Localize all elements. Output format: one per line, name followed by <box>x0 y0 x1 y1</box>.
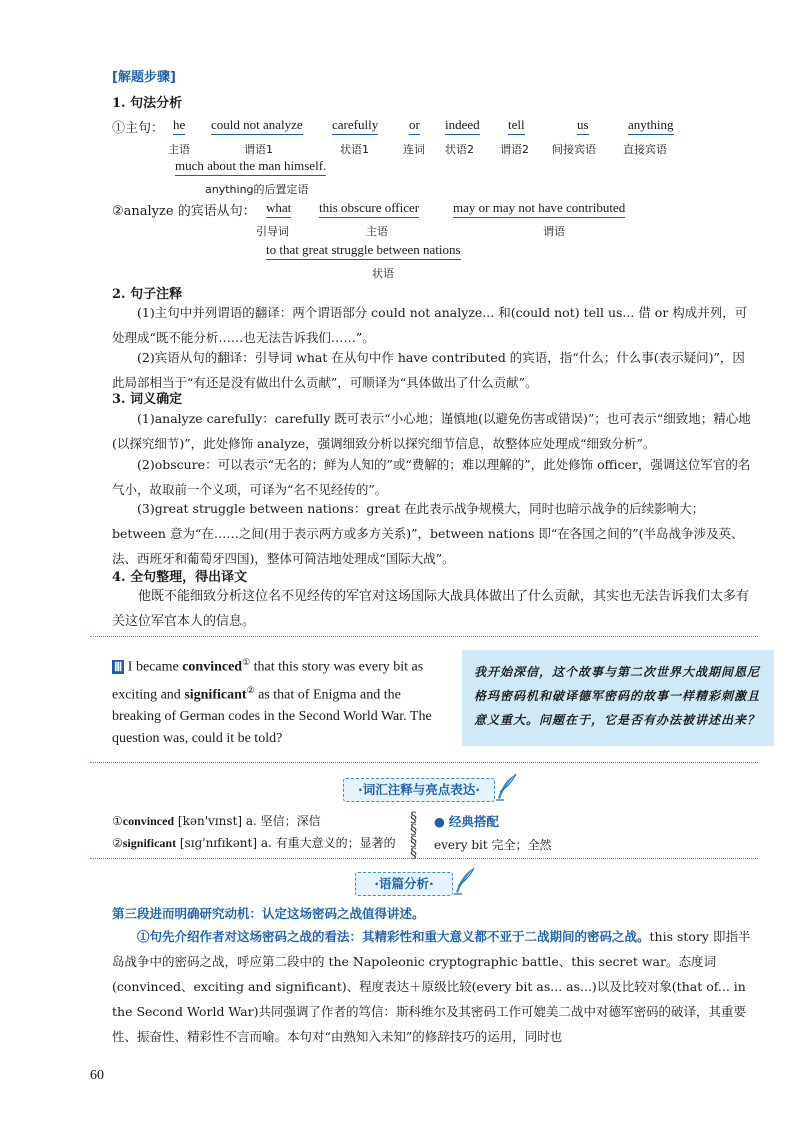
label-clause-adverbial: 状语 <box>372 267 394 280</box>
label-predicate-2: 谓语2 <box>500 143 529 156</box>
analysis-body: this story 即指半岛战争中的密码之战，呼应第二段中的 the Napoleonic cryptographic battle、this secret war。态度词(convinced、exciting and significant)、程度表达＋原级比较(every bit as... as...)以及比较对象(that of... in the Second World War)共同强调了作者的笃信：斯科维尔及其密码工作可媲美二战中对德军密码的破译，其重要性、振奋性、精彩性不言而喻。本句对“由熟知入未知”的修辞技巧的运用，同时也 <box>112 929 751 1044</box>
word-carefully: carefully <box>332 117 378 135</box>
word-could-not-analyze: could not analyze <box>211 117 303 135</box>
analysis-lead: 第三段进而明确研究动机：认定这场密码之战值得讲述。 <box>112 906 425 921</box>
meaning-paragraph-2: (2)obscure：可以表示“无名的；鲜为人知的”或“费解的；难以理解的”，此处修饰 officer，强调这位军官的名气小，故取前一个义项，可译为“名不见经传的”。 <box>112 457 751 497</box>
label-postmodifier: anything的后置定语 <box>205 183 309 196</box>
section-1-heading: 1. 句法分析 <box>112 96 183 111</box>
analysis-highlight: ①句先介绍作者对这场密码之战的看法：其精彩性和重大意义都不亚于二战期间的密码之战。 <box>137 929 650 944</box>
wavy-divider: § § § § <box>410 810 417 862</box>
translation-box: 我开始深信，这个故事与第二次世界大战期间恩尼格玛密码机和破译德军密码的故事一样精彩刺激且意义重大。问题在于，它是否有办法被讲述出来？ <box>462 650 774 746</box>
vocab-item-1 <box>112 812 321 829</box>
final-translation: 他既不能细致分析这位名不见经传的军官对这场国际大战具体做出了什么贡献，其实也无法告诉我们太多有关这位军官本人的信息。 <box>112 589 750 629</box>
note-paragraph-2: (2)宾语从句的翻译：引导词 what 在从句中作 have contributed 的宾语，指“什么；什么事(表示疑问)”，因此局部相当于“有还是没有做出什么贡献”，可顺译为“具体做出了什么贡献”。 <box>112 350 745 390</box>
word-this-obscure-officer: this obscure officer <box>319 200 419 218</box>
word-anything: anything <box>628 117 674 135</box>
divider-bottom <box>90 858 758 859</box>
label-indirect-object: 间接宾语 <box>552 143 596 156</box>
vocab-num-2: ② <box>112 836 123 850</box>
quill-icon <box>494 772 518 802</box>
word-tell: tell <box>508 117 525 135</box>
bullet-icon: ● <box>434 814 445 829</box>
object-clause-label: ②analyze 的宾语从句： <box>112 204 256 219</box>
label-clause-subject: 主语 <box>366 225 388 238</box>
vocab-def-2: [sɪɡ'nɪfɪkənt] a. 有重大意义的；显著的 <box>176 836 396 850</box>
passage-text-3: as that of Enigma and the breaking of German codes in the Second World War. The question was, could it be told? <box>112 687 432 747</box>
note-ref-1: ① <box>242 657 251 667</box>
word-may-or-may-not: may or may not have contributed <box>453 200 625 218</box>
paragraph-mark: Ⅲ <box>114 659 123 674</box>
vocab-banner: ·词汇注释与亮点表达· <box>343 778 495 802</box>
word-or: or <box>409 117 420 135</box>
vocab-def-1: [kən'vɪnst] a. 坚信；深信 <box>174 814 321 828</box>
section-2-heading: 2. 句子注释 <box>112 287 183 302</box>
label-direct-object: 直接宾语 <box>623 143 667 156</box>
analysis-paragraph <box>112 924 757 1049</box>
meaning-paragraph-3: (3)great struggle between nations：great 在此表示战争规模大，同时也暗示战争的后续影响大；between 意为“在……之间(用于表示两方或多方关系)”，between nations 即“在各国之间的”(半岛战争涉及英、法、西班牙和葡萄牙四国)，整体可简洁地处理成“国际大战”。 <box>112 501 744 566</box>
word-to-that-great: to that great struggle between nations <box>266 242 461 260</box>
vocab-word-2: significant <box>122 836 177 850</box>
section-4-heading: 4. 全句整理，得出译文 <box>112 570 248 585</box>
vocab-num-1: ① <box>112 814 123 828</box>
passage-text-2: that this story was every bit as exciting and <box>112 659 424 703</box>
label-connective: 引导词 <box>256 225 289 238</box>
label-adverbial-2: 状语2 <box>445 143 474 156</box>
keyword-significant: significant <box>184 687 247 703</box>
keyword-convinced: convinced <box>182 659 243 675</box>
word-us: us <box>577 117 589 135</box>
collocation-title-row <box>434 812 499 830</box>
collocation-text: every bit 完全；全然 <box>434 838 552 852</box>
divider-middle <box>90 762 758 763</box>
label-predicate-1: 谓语1 <box>244 143 273 156</box>
section-3-heading: 3. 词义确定 <box>112 392 183 407</box>
word-much-about: much about the man himself. <box>175 158 326 176</box>
vocab-item-2 <box>112 834 396 851</box>
label-subject: 主语 <box>168 143 190 156</box>
quill-icon-2 <box>452 866 476 896</box>
label-conjunction: 连词 <box>403 143 425 156</box>
note-ref-2: ② <box>246 684 255 695</box>
word-what: what <box>266 200 291 218</box>
label-clause-predicate: 谓语 <box>543 225 565 238</box>
main-clause-label: ①主句： <box>112 121 165 136</box>
page-number: 60 <box>90 1068 104 1083</box>
divider-top <box>90 636 758 637</box>
meaning-paragraph-1: (1)analyze carefully：carefully 既可表示“小心地；谨慎地(以避免伤害或错误)”；也可表示“细致地；精心地(以探究细节)”，此处修饰 analyze，强调细致分析以探究细节信息，故整体应处理成“细致分析”。 <box>112 411 751 451</box>
vocab-word-1: convinced <box>122 814 175 828</box>
passage-paragraph <box>112 651 452 750</box>
word-indeed: indeed <box>445 117 480 135</box>
analysis-banner: ·语篇分析· <box>355 872 453 896</box>
word-he: he <box>173 117 185 135</box>
note-paragraph-1: (1)主句中并列谓语的翻译：两个谓语部分 could not analyze... 和(could not) tell us... 借 or 构成并列，可处理成“既不能分析……也无法告诉我们……”。 <box>112 305 748 345</box>
collocation-title: 经典搭配 <box>448 814 499 829</box>
label-adverbial-1: 状语1 <box>340 143 369 156</box>
steps-title: [解题步骤] <box>112 70 176 85</box>
passage-text-1: I became <box>124 659 183 675</box>
